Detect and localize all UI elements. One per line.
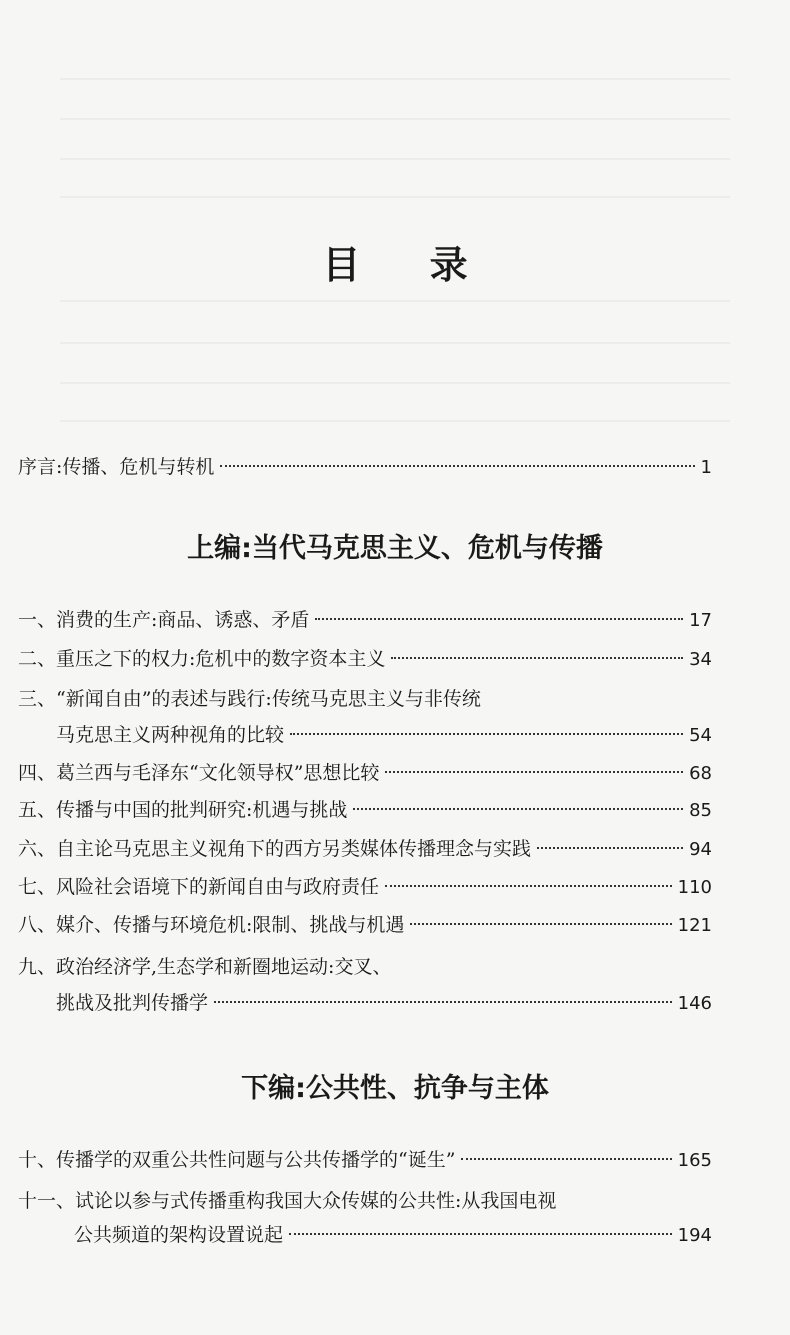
dot-leader (353, 808, 683, 810)
dot-leader (290, 733, 683, 735)
entry-page-number: 165 (677, 1150, 712, 1171)
entry-label: 七、风险社会语境下的新闻自由与政府责任 (18, 876, 380, 898)
entry-page-number: 194 (677, 1225, 712, 1246)
entry-label: 马克思主义两种视角的比较 (56, 724, 285, 746)
entry-page-number: 34 (689, 649, 712, 670)
toc-entry-preface[interactable] (18, 452, 712, 482)
dot-leader (461, 1158, 671, 1160)
toc-entry-3[interactable] (56, 720, 712, 750)
toc-entry-2[interactable] (18, 644, 712, 674)
toc-entry-1[interactable] (18, 605, 712, 635)
toc-entry-9-line1[interactable]: 九、政治经济学,生态学和新圈地运动:交叉、 (18, 956, 392, 978)
dot-leader (537, 847, 683, 849)
bleed-through-line (60, 158, 730, 160)
entry-page-number: 54 (689, 725, 712, 746)
entry-page-number: 94 (689, 839, 712, 860)
dot-leader (220, 465, 694, 467)
entry-label: 挑战及批判传播学 (56, 992, 209, 1014)
toc-entry-11[interactable] (74, 1220, 712, 1250)
entry-page-number: 121 (677, 915, 712, 936)
section-heading-part1: 上编:当代马克思主义、危机与传播 (187, 533, 603, 564)
dot-leader (289, 1233, 672, 1235)
dot-leader (391, 657, 683, 659)
dot-leader (385, 771, 683, 773)
bleed-through-line (60, 382, 730, 384)
section-heading-part2: 下编:公共性、抗争与主体 (241, 1073, 549, 1104)
dot-leader (385, 885, 672, 887)
toc-entry-10[interactable] (18, 1145, 712, 1175)
entry-label: 四、葛兰西与毛泽东“文化领导权”思想比较 (18, 762, 380, 784)
toc-entry-5[interactable] (18, 795, 712, 825)
entry-label: 公共频道的架构设置说起 (74, 1224, 284, 1246)
toc-entry-6[interactable] (18, 834, 712, 864)
entry-label: 一、消费的生产:商品、诱惑、矛盾 (18, 609, 310, 631)
bleed-through-line (60, 300, 730, 302)
entry-label: 八、媒介、传播与环境危机:限制、挑战与机遇 (18, 914, 405, 936)
bleed-through-line (60, 342, 730, 344)
entry-label: 十、传播学的双重公共性问题与公共传播学的“诞生” (18, 1149, 456, 1171)
entry-page-number: 17 (689, 610, 712, 631)
toc-entry-9[interactable] (56, 988, 712, 1018)
entry-label: 五、传播与中国的批判研究:机遇与挑战 (18, 799, 348, 821)
toc-entry-8[interactable] (18, 910, 712, 940)
page-title: 目 录 (322, 243, 496, 287)
entry-label: 二、重压之下的权力:危机中的数字资本主义 (18, 648, 386, 670)
bleed-through-line (60, 78, 730, 80)
entry-page-number: 68 (689, 763, 712, 784)
dot-leader (315, 618, 683, 620)
entry-page-number: 1 (700, 457, 712, 478)
toc-entry-11-line1[interactable]: 十一、试论以参与式传播重构我国大众传媒的公共性:从我国电视 (18, 1190, 557, 1212)
entry-page-number: 85 (689, 800, 712, 821)
dot-leader (214, 1001, 672, 1003)
toc-entry-7[interactable] (18, 872, 712, 902)
entry-page-number: 110 (677, 877, 712, 898)
bleed-through-line (60, 420, 730, 422)
bleed-through-line (60, 196, 730, 198)
bleed-through-line (60, 118, 730, 120)
entry-page-number: 146 (677, 993, 712, 1014)
entry-label: 六、自主论马克思主义视角下的西方另类媒体传播理念与实践 (18, 838, 532, 860)
dot-leader (410, 923, 671, 925)
entry-label: 序言:传播、危机与转机 (18, 456, 215, 478)
toc-entry-3-line1[interactable]: 三、“新闻自由”的表述与践行:传统马克思主义与非传统 (18, 688, 481, 710)
toc-entry-4[interactable] (18, 758, 712, 788)
